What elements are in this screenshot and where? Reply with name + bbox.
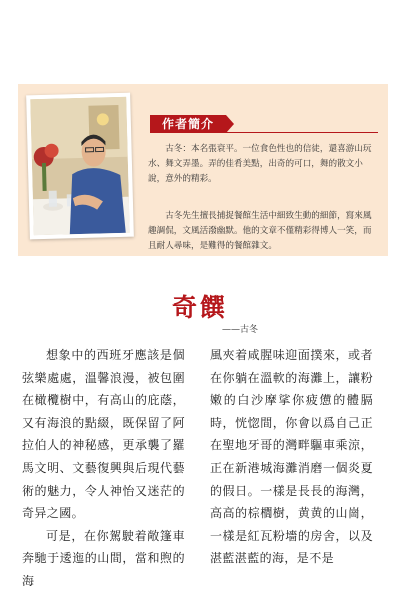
author-photo bbox=[30, 97, 130, 235]
article-byline: ——古冬 bbox=[222, 325, 259, 335]
author-photo-frame bbox=[26, 93, 134, 240]
article-column-right bbox=[210, 344, 373, 570]
author-intro-box bbox=[18, 84, 388, 256]
author-intro-heading: 作者簡介 bbox=[150, 115, 226, 133]
article-column-left bbox=[22, 344, 185, 593]
author-bio-paragraph-1: 古冬：本名張衰平。一位食色性也的信徒，還喜游山玩水、舞文弄墨。弄的佳肴美點，出奇的可口，舞的散文小說，意外的精彩。 bbox=[148, 144, 372, 184]
article-paragraph-1: 想象中的西班牙應該是個弦樂處處，溫馨浪漫，被包圍在橄欖樹中，有高山的庇蔭，又有海浪的點綴，既保留了阿拉伯人的神秘感，更承襲了羅馬文明、文藝復興與后現代藝術的魅力，令人神怡又迷茫的奇异之國。 bbox=[22, 348, 185, 521]
article-paragraph-continued: 風夾着咸腥味迎面撲來，或者在你躺在溫軟的海灘上，讓粉嫩的白沙摩挲你疲憊的體膈時，恍惚間，你會以爲自己正在聖地牙哥的灣畔驅車乘涼，正在新港城海灘消磨一個炎夏的假日。一樣是長長的海灣，高高的棕櫚樹，黄黄的山崗，一樣是紅瓦粉墻的房舍，以及湛藍湛藍的海，是不是 bbox=[210, 348, 373, 566]
article-paragraph-2: 可是，在你駕駛着敞篷車奔馳于逶迤的山間，當和煦的海 bbox=[22, 528, 185, 588]
author-bio-paragraph-2: 古冬先生擅長捕捉餐館生活中細致生動的細節，寫來風趣調侃，文風活潑幽默。他的文章不僅精彩得博人一笑，而且耐人尋味，是難得的餐館雜文。 bbox=[148, 211, 372, 251]
article-title: 奇饌 bbox=[171, 293, 228, 322]
heading-divider bbox=[150, 132, 378, 133]
